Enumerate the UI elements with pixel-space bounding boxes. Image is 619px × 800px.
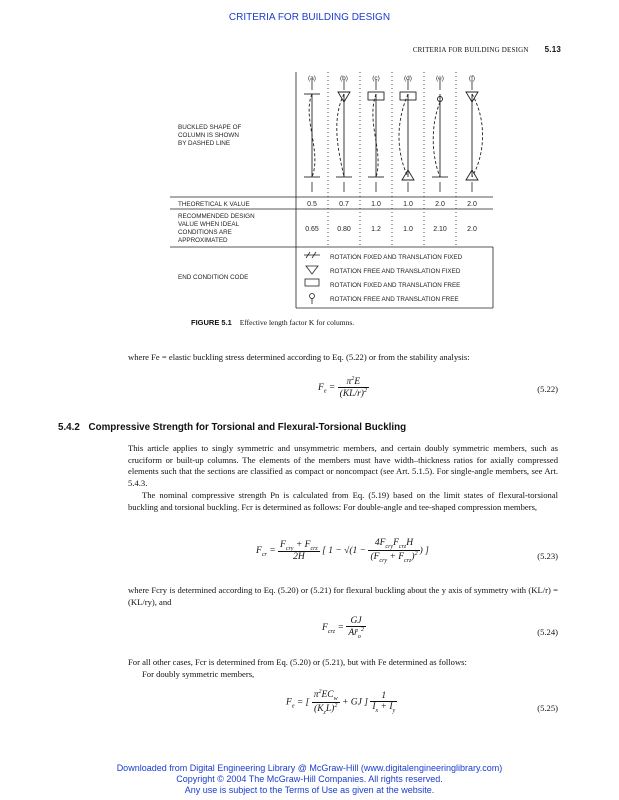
- equation-5-24: $F_{crz}$ = $\frac{GJ}{Ar̄_o^2}$: [322, 616, 364, 641]
- recommended-label: RECOMMENDED DESIGN: [178, 213, 255, 220]
- footer: [0, 763, 619, 796]
- paragraph: The nominal compressive strength Pn is calculated from Eq. (5.19) based on the limit states of flexural-torsional buckling and torsional buckling. Fcr is determined as follows: For double-angle and tee-shaped compression members,: [128, 490, 558, 512]
- paragraph: where Fcry is determined according to Eq. (5.20) or (5.21) for flexural buckling about the y axis of symmetry with (KL/r) = (KL/ry), and: [128, 585, 558, 607]
- recommended-label: APPROXIMATED: [178, 237, 228, 244]
- equation-number: (5.25): [537, 703, 558, 713]
- end-code-text: ROTATION FREE AND TRANSLATION FREE: [330, 296, 459, 303]
- paragraph: This article applies to singly symmetric and unsymmetric members, and certain doubly symmetric members, such as cruciform or built-up columns. The elements of the members must have width–thickness ratios for axially compressed elements such that the sections are classified as compact or noncompact (see Art. 5.1.5). For single-angle members, see Art. 5.4.3.: [128, 443, 558, 488]
- end-code-text: ROTATION FREE AND TRANSLATION FIXED: [330, 268, 461, 275]
- equation-number: (5.24): [537, 627, 558, 637]
- end-condition-symbols: [304, 252, 320, 304]
- page-number: 5.13: [544, 45, 561, 54]
- footer-download-link[interactable]: Downloaded from Digital Engineering Library @ McGraw-Hill (www.digitalengineeringlibrary.com): [116, 763, 503, 773]
- theoretical-label: THEORETICAL K VALUE: [178, 201, 250, 208]
- recommended-value: 2.10: [433, 226, 447, 233]
- figure-effective-length: [170, 72, 500, 310]
- recommended-label: VALUE WHEN IDEAL: [178, 221, 240, 228]
- paragraph: For all other cases, Fcr is determined from Eq. (5.20) or (5.21), but with Fe determined as follows:: [128, 657, 467, 667]
- buckled-label: BUCKLED SHAPE OF: [178, 124, 242, 131]
- end-code-text: ROTATION FIXED AND TRANSLATION FREE: [330, 282, 461, 289]
- column-label: (a): [308, 75, 316, 82]
- end-code-label: END CONDITION CODE: [178, 274, 249, 281]
- paragraph: where Fe = elastic buckling stress determined according to Eq. (5.22) or from the stability analysis:: [128, 352, 470, 362]
- theoretical-value: 2.0: [435, 201, 445, 208]
- section-title: Compressive Strength for Torsional and Flexural-Torsional Buckling: [88, 422, 407, 433]
- top-banner: CRITERIA FOR BUILDING DESIGN: [228, 12, 391, 23]
- equation-5-25: $F_e$ = [ $\frac{\pi^2EC_w}{(K_zL)^2}$ + GJ ] $\frac{1}{I_x + I_y}$: [286, 689, 396, 717]
- buckled-label: COLUMN IS SHOWN: [178, 132, 239, 139]
- theoretical-value: 0.7: [339, 201, 349, 208]
- buckled-label: BY DASHED LINE: [178, 140, 231, 147]
- column-label: (b): [340, 75, 348, 82]
- footer-copyright: Copyright © 2004 The McGraw-Hill Companies. All rights reserved.: [176, 774, 443, 784]
- equation-5-22: $F_e$ = $\frac{\pi^2E}{(KL/r)^2}$: [318, 376, 367, 400]
- equation-number: (5.22): [537, 384, 558, 394]
- figure-caption-text: Effective length factor K for columns.: [239, 318, 355, 327]
- recommended-value: 0.65: [305, 226, 319, 233]
- recommended-value: 1.2: [371, 226, 381, 233]
- recommended-value: 1.0: [403, 226, 413, 233]
- section-number: 5.4.2: [58, 422, 80, 433]
- recommended-label: CONDITIONS ARE: [178, 229, 232, 236]
- footer-terms: Any use is subject to the Terms of Use as given at the website.: [184, 785, 435, 795]
- column-label: (c): [372, 75, 380, 82]
- theoretical-value: 0.5: [307, 201, 317, 208]
- figure-caption: [191, 318, 354, 327]
- running-head: [413, 45, 561, 54]
- recommended-value: 2.0: [467, 226, 477, 233]
- theoretical-value: 1.0: [403, 201, 413, 208]
- theoretical-value: 2.0: [467, 201, 477, 208]
- column-label: (f): [468, 75, 476, 82]
- paragraph: For doubly symmetric members,: [142, 669, 255, 679]
- column-label: (e): [436, 75, 444, 82]
- running-head-title: CRITERIA FOR BUILDING DESIGN: [412, 46, 529, 54]
- figure-caption-label: FIGURE 5.1: [191, 318, 232, 327]
- column-label: (d): [404, 75, 412, 82]
- equation-5-23: $F_{cr}$ = $\frac{F_{cry} + F_{crz}}{2H}$ [ 1 − √(1 − $\frac{4F_{cry}F_{crz}H}{(F_{cry} + F_{crz})^2}$ ) ]: [256, 538, 429, 564]
- theoretical-value: 1.0: [371, 201, 381, 208]
- section-heading: [58, 422, 412, 433]
- end-code-text: ROTATION FIXED AND TRANSLATION FIXED: [330, 254, 463, 261]
- equation-number: (5.23): [537, 551, 558, 561]
- recommended-value: 0.80: [337, 226, 351, 233]
